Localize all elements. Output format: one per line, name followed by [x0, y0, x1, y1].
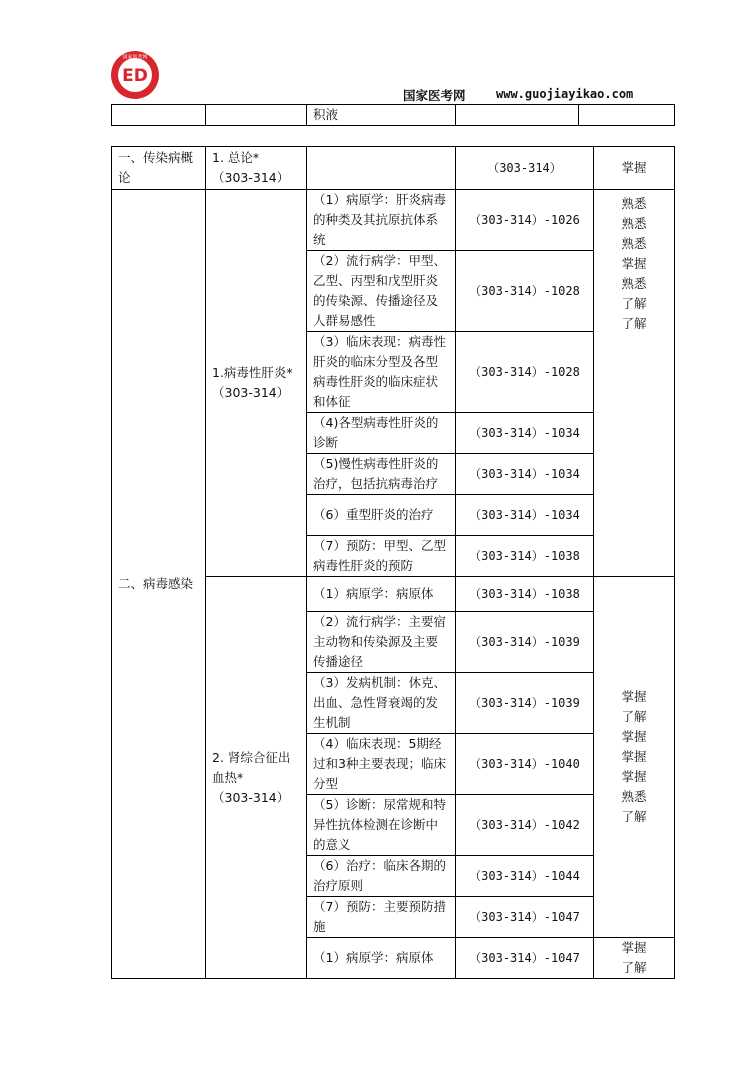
content-cell: （6）重型肝炎的治疗	[307, 495, 456, 536]
top-table	[111, 104, 675, 126]
ref-cell: （303-314）-1026	[456, 190, 594, 251]
content-cell: （5）诊断：尿常规和特异性抗体检测在诊断中的意义	[307, 795, 456, 856]
content-cell	[307, 147, 456, 190]
logo-image	[110, 50, 160, 100]
level-cell: 掌握	[594, 147, 675, 190]
site-url[interactable]: www.guojiayikao.com	[496, 87, 634, 101]
table-cell	[456, 105, 579, 126]
topic-cell: 2. 肾综合征出血热* （303-314）	[206, 577, 307, 979]
content-cell: （4)各型病毒性肝炎的诊断	[307, 413, 456, 454]
ref-cell: （303-314）-1028	[456, 332, 594, 413]
content-cell: （1）病原学：肝炎病毒的种类及其抗原抗体系统	[307, 190, 456, 251]
table-cell	[206, 105, 307, 126]
content-cell: （2）流行病学：甲型、乙型、丙型和戊型肝炎的传染源、传播途径及人群易感性	[307, 251, 456, 332]
content-cell: （7）预防：甲型、乙型病毒性肝炎的预防	[307, 536, 456, 577]
content-cell: （1）病原学：病原体	[307, 577, 456, 612]
content-cell: （1）病原学：病原体	[307, 938, 456, 979]
content-cell: （3）临床表现：病毒性肝炎的临床分型及各型病毒性肝炎的临床症状和体征	[307, 332, 456, 413]
content-cell: （6）治疗：临床各期的治疗原则	[307, 856, 456, 897]
ref-cell: （303-314）-1038	[456, 536, 594, 577]
ref-cell: （303-314）-1040	[456, 734, 594, 795]
ref-cell: （303-314）-1042	[456, 795, 594, 856]
table-row	[112, 190, 675, 251]
svg-text:ED: ED	[122, 66, 148, 86]
content-cell: （5)慢性病毒性肝炎的治疗，包括抗病毒治疗	[307, 454, 456, 495]
content-cell: （4）临床表现：5期经过和3种主要表现；临床分型	[307, 734, 456, 795]
ref-cell: （303-314）-1034	[456, 454, 594, 495]
ref-cell: （303-314）-1034	[456, 495, 594, 536]
ref-cell: （303-314）-1047	[456, 938, 594, 979]
table-row	[112, 147, 675, 190]
content-cell: （2）流行病学：主要宿主动物和传染源及主要传播途径	[307, 612, 456, 673]
table-cell: 积液	[307, 105, 456, 126]
topic-cell: 1. 总论* （303-314）	[206, 147, 307, 190]
content-cell: （7）预防：主要预防措施	[307, 897, 456, 938]
level-cell: 熟悉 熟悉 熟悉 掌握 熟悉 了解 了解	[594, 190, 675, 577]
svg-text:国家医考网: 国家医考网	[122, 54, 148, 61]
table-cell	[579, 105, 675, 126]
topic-cell: 1.病毒性肝炎* （303-314）	[206, 190, 307, 577]
unit-cell: 一、传染病概论	[112, 147, 206, 190]
ref-cell: （303-314）-1039	[456, 673, 594, 734]
ref-cell: （303-314）	[456, 147, 594, 190]
level-cell: 掌握 了解 掌握 掌握 掌握 熟悉 了解	[594, 577, 675, 938]
ref-cell: （303-314）-1039	[456, 612, 594, 673]
ref-cell: （303-314）-1044	[456, 856, 594, 897]
syllabus-table	[111, 146, 675, 979]
table-cell	[112, 105, 206, 126]
ref-cell: （303-314）-1047	[456, 897, 594, 938]
ref-cell: （303-314）-1038	[456, 577, 594, 612]
level-cell: 掌握 了解	[594, 938, 675, 979]
ref-cell: （303-314）-1028	[456, 251, 594, 332]
site-name: 国家医考网	[403, 88, 466, 103]
unit-cell: 二、病毒感染	[112, 190, 206, 979]
content-cell: （3）发病机制：休克、出血、急性肾衰竭的发生机制	[307, 673, 456, 734]
table-row	[112, 105, 675, 126]
ref-cell: （303-314）-1034	[456, 413, 594, 454]
